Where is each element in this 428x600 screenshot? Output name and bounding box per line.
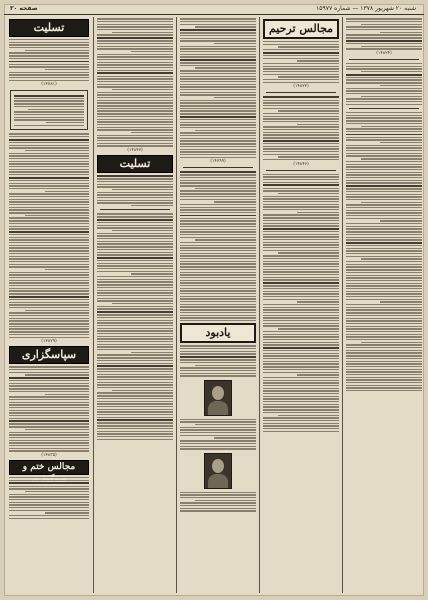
text-block bbox=[260, 41, 342, 83]
text-block bbox=[260, 96, 342, 160]
text-block bbox=[6, 133, 92, 338]
notice-ref: (۱۴۷۹۹) bbox=[210, 159, 226, 165]
newspaper-page bbox=[4, 4, 424, 596]
notice-box bbox=[10, 90, 88, 130]
notice-ref: (۱۴۸۲۹) bbox=[41, 339, 57, 345]
notice-ref: (۱۴۷۸۱) bbox=[41, 82, 57, 88]
notice-ref: (۱۴۸۲۴) bbox=[376, 50, 392, 56]
text-block bbox=[260, 174, 342, 432]
text-block bbox=[343, 112, 424, 391]
notice-ref: (۱۴۸۳۵) bbox=[41, 453, 57, 459]
page-number: صفحه ۳۰ bbox=[10, 5, 38, 12]
column-center-right bbox=[259, 17, 342, 593]
text-block bbox=[94, 18, 176, 147]
portrait-photo bbox=[204, 453, 232, 489]
section-heading-tasliyat-1: تسلیت bbox=[9, 19, 89, 37]
section-heading-tasliyat-2: تسلیت bbox=[97, 155, 173, 173]
notice-ref: (۱۴۸۴۷) bbox=[127, 148, 143, 154]
section-heading-majales-sogvari: مجالس ختم و bbox=[9, 460, 89, 475]
portrait-photo bbox=[204, 380, 232, 416]
section-heading-sepasgozari: سپاسگزاری bbox=[9, 346, 89, 364]
text-block bbox=[177, 492, 259, 512]
column-right bbox=[342, 17, 424, 593]
notice-ref: (۱۴۸۲۲) bbox=[293, 84, 309, 90]
section-heading-yadbood: یادبود bbox=[180, 323, 256, 343]
text-block bbox=[6, 39, 92, 81]
column-left bbox=[6, 17, 92, 593]
text-block bbox=[177, 171, 259, 321]
page-header bbox=[4, 4, 424, 15]
text-block bbox=[343, 18, 424, 49]
section-heading-majales-tarhim: مجالس ترحیم bbox=[263, 19, 339, 39]
column-center-left bbox=[93, 17, 176, 593]
text-block bbox=[177, 345, 259, 376]
text-block bbox=[6, 477, 92, 519]
text-block bbox=[94, 213, 176, 439]
text-block bbox=[177, 18, 259, 158]
text-block bbox=[6, 366, 92, 452]
text-block bbox=[94, 175, 176, 206]
text-block bbox=[343, 63, 424, 105]
column-center bbox=[176, 17, 259, 593]
text-block bbox=[177, 419, 259, 450]
issue-date-line: شنبه ۲۰ شهریور ۱۳۷۸ — شماره ۱۵۹۷۷ bbox=[316, 5, 416, 12]
notice-ref: (۱۴۸۴۶) bbox=[293, 161, 309, 167]
